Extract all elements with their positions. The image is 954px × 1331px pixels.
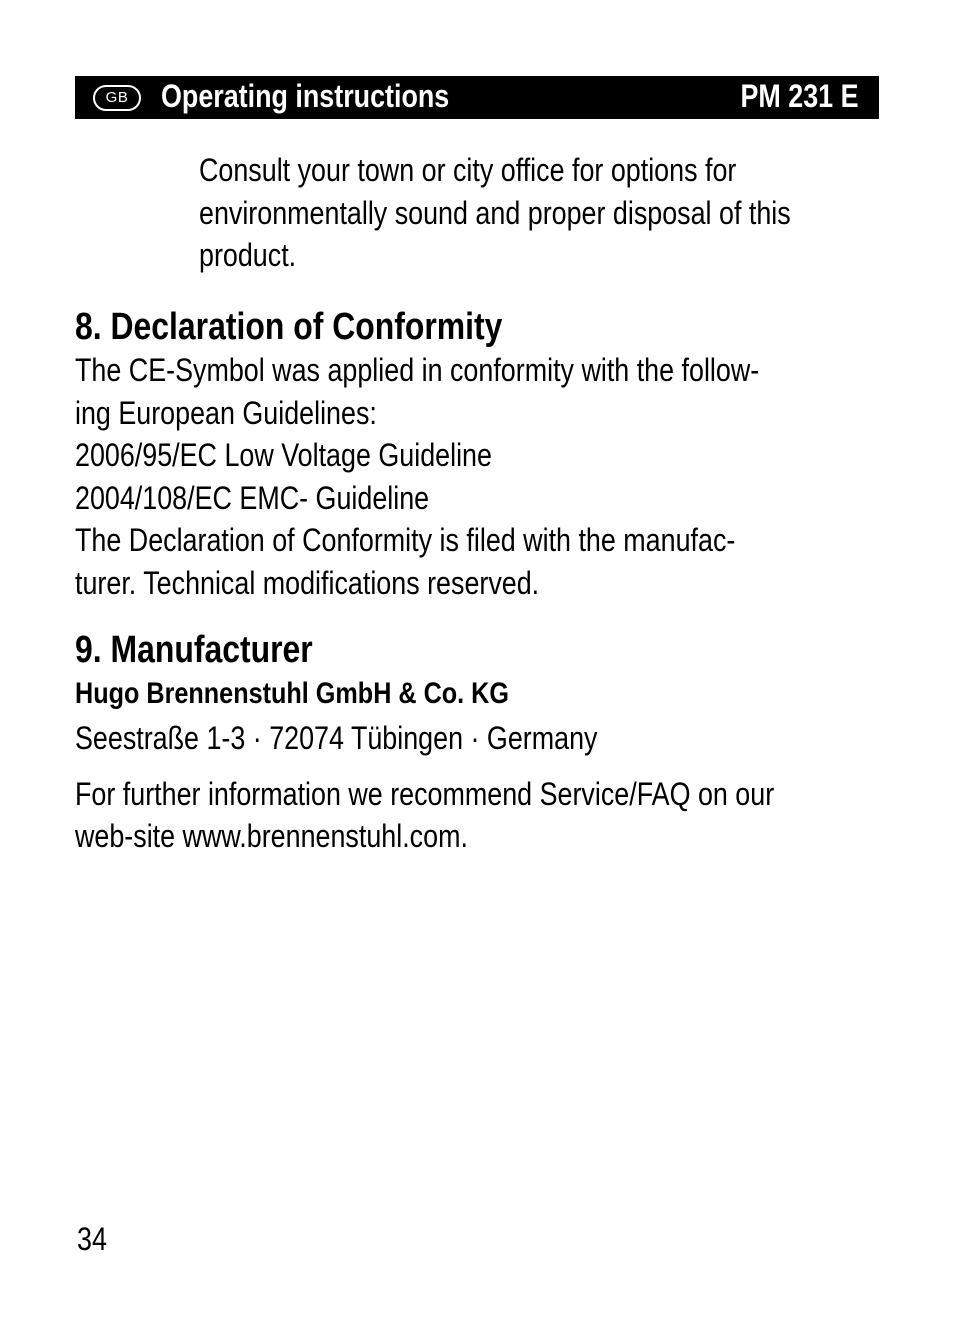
model-number: PM 231 E [740,78,859,114]
company-name: Hugo Brennenstuhl GmbH & Co. KG [75,677,509,710]
paragraph-line: product. [199,237,297,273]
paragraph-line: ing European Guidelines: [75,394,377,431]
paragraph-line: environmentally sound and proper disposal of this [199,194,791,231]
section-declaration-of-conformity [75,305,759,604]
section-manufacturer [75,628,774,858]
section-heading: 8. Declaration of Conformity [75,306,503,348]
company-address: Seestraße 1-3 · 72074 Tübingen · Germany [75,720,598,756]
guideline-line: 2004/108/EC EMC- Guideline [75,479,430,516]
paragraph-line: Consult your town or city office for options for [199,152,737,188]
paragraph-line: turer. Technical modifications reserved. [75,564,540,601]
guideline-line: 2006/95/EC Low Voltage Guideline [75,437,492,473]
page-number: 34 [77,1221,107,1257]
disposal-paragraph [199,149,791,277]
paragraph-line: For further information we recommend Service/FAQ on our [75,775,775,812]
language-badge: GB [93,85,141,111]
paragraph-line: web-site www.brennenstuhl.com. [75,818,468,854]
section-heading: 9. Manufacturer [75,629,313,671]
paragraph-line: The Declaration of Conformity is filed with the manufac- [75,522,736,558]
paragraph-line: The CE-Symbol was applied in conformity with the follow- [75,352,760,388]
header-bar [75,76,879,119]
document-title: Operating instructions [161,78,450,114]
